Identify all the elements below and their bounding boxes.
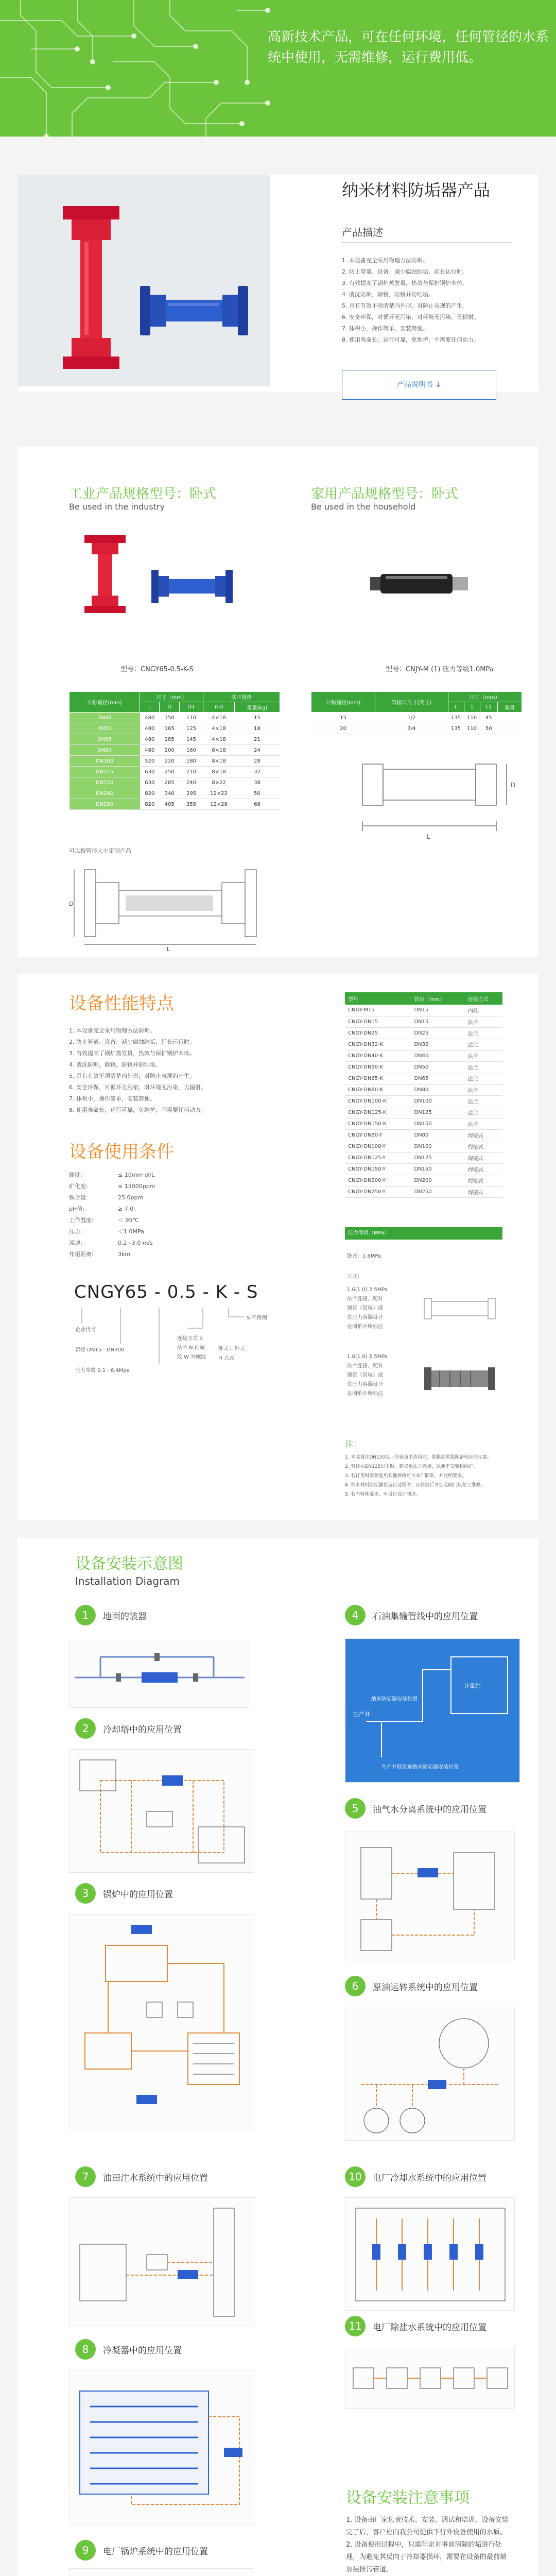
table-row <box>70 788 280 799</box>
list-item: 2. 防止管道、设备、减少腐蚀结垢，延长运行时。 <box>69 1039 195 1045</box>
table-cell: 8×18 <box>203 767 235 777</box>
list-item: 4. 清洗防垢，除锈，防锈并防结垢。 <box>342 291 434 298</box>
industry-product-image <box>74 530 290 617</box>
pressure-bar: 压力等级（MPa） <box>345 1227 502 1240</box>
svg-text:L: L <box>167 946 170 952</box>
condition-value: ≤ 10mm·ol/L <box>118 1172 155 1178</box>
table-row <box>345 1095 502 1107</box>
table-cell: 820 <box>140 799 160 810</box>
table-cell: DN65 <box>411 1073 464 1084</box>
desalted-water-diagram <box>345 2347 515 2409</box>
table-cell: 630 <box>140 767 160 777</box>
table-cell: 法兰 <box>465 1016 502 1027</box>
install-title: 设备安装示意图 <box>75 1555 183 1573</box>
pressure-item: 1.6(1.0) 2.5MPa 法兰连接，配对 钢管（管端）或 在压力容器设计 在图纸中所标注 <box>347 1354 388 1397</box>
table-cell: 法兰 <box>465 1107 502 1118</box>
condition-value: ≤ 15000ppm <box>118 1183 155 1190</box>
filter-devices-image <box>18 175 270 386</box>
attention-title: 设备安装注意事项 <box>346 2489 470 2507</box>
table-row <box>345 1129 502 1141</box>
table-cell: CNGY-M15 <box>345 1005 411 1016</box>
household-model-caption: 型号：CNJY-M (1) 压力等级1.0MPa <box>386 666 494 673</box>
condition-item <box>69 1249 155 1260</box>
table-cell: CNGY-DN80-Y <box>345 1129 411 1141</box>
install-step-11: 11 电厂除盐水系统中的应用位置 <box>345 2316 486 2336</box>
table-row <box>345 1027 502 1039</box>
table-cell: 法兰 <box>465 1118 502 1129</box>
table-cell: CNGY-DN125-Y <box>345 1152 411 1163</box>
table-cell: 135 <box>448 713 464 723</box>
install-step-1: 1 地面的装器 <box>75 1605 147 1625</box>
table-row <box>311 723 522 734</box>
banner-slogan: 高新技术产品，可在任何环境，任何管径的水系统中使用，无需维修，运行费用低。 <box>268 29 549 65</box>
table-header: n-d <box>203 702 235 713</box>
pressure-item: 立式： <box>347 1274 362 1280</box>
condition-key: 压力: <box>69 1228 82 1235</box>
table-cell: 285 <box>160 777 179 788</box>
table-row <box>70 734 280 745</box>
table-row <box>345 1175 502 1186</box>
list-item: 3. 有效提高了锅炉蒸发量，热效与保护锅炉本体。 <box>69 1050 195 1057</box>
table-row <box>311 713 522 723</box>
table-cell: DN125 <box>70 767 140 777</box>
table-cell: 405 <box>160 799 179 810</box>
performance-title: 设备性能特点 <box>69 993 174 1014</box>
oil-pipeline-diagram <box>345 1638 520 1783</box>
condition-key: 作用距离: <box>69 1251 94 1258</box>
table-cell: DN25 <box>411 1027 464 1039</box>
table-row <box>70 767 280 777</box>
install-step-4: 4 石油集输管线中的应用位置 <box>345 1605 478 1625</box>
table-cell: DN50 <box>70 723 140 734</box>
table-cell: 165 <box>160 723 179 734</box>
table-row <box>345 1061 502 1073</box>
table-cell: DN125 <box>411 1152 464 1163</box>
model-code: CNGY65 - 0.5 - K - S <box>74 1282 258 1302</box>
install-step-3: 3 锅炉中的应用位置 <box>75 1883 173 1904</box>
condition-key: 硬度: <box>69 1172 82 1178</box>
product-photo <box>18 175 270 386</box>
condition-key: pH值: <box>69 1206 84 1212</box>
table-cell: 480 <box>140 734 160 745</box>
table-cell: 480 <box>140 723 160 734</box>
industry-title: 工业产品规格型号：卧式 <box>69 486 217 502</box>
table-cell: 355 <box>179 799 203 810</box>
table-cell: 焊接式 <box>465 1163 502 1175</box>
notes-title: 注： <box>345 1439 362 1449</box>
table-cell: 15 <box>235 713 280 723</box>
table-header: 公称通径(mm) <box>311 692 375 713</box>
table-cell: 820 <box>140 788 160 799</box>
boiler-diagram <box>69 1914 254 2130</box>
list-item: 4. 清洗防垢，除锈，防锈并防结垢。 <box>69 1061 161 1068</box>
list-item: 5. 若有特殊要求，可另行设计制造。 <box>345 1492 421 1497</box>
table-cell: 法兰 <box>465 1061 502 1073</box>
list-item: 8. 使用寿命长，运行可靠，免维护，不需要任何动力。 <box>69 1107 206 1113</box>
table-header: 管径（mm） <box>411 992 464 1005</box>
custom-note: 可以按管径大小定制产品 <box>69 848 131 854</box>
list-item: 5. 具有有效不须清楚内外形，对防止表现的产生。 <box>69 1073 195 1079</box>
table-cell: 4×18 <box>203 734 235 745</box>
table-cell: 21 <box>235 734 280 745</box>
table-cell: 28 <box>235 756 280 767</box>
diagram-label: 生产井 <box>353 1711 370 1718</box>
table-row <box>345 1073 502 1084</box>
pressure-item: 1.6(1.0) 2.5MPa 法兰连接，配对 钢管（管端）或 在压力容器设计 在图纸中所标注 <box>347 1287 388 1330</box>
circuit-pattern <box>0 0 556 137</box>
table-cell: 1/2 <box>375 713 448 723</box>
table-cell: DN250 <box>70 799 140 810</box>
conditions-list <box>69 1170 155 1260</box>
table-cell: 160 <box>179 745 203 756</box>
manual-download-button[interactable]: 产品说明书 ↓ <box>342 370 496 400</box>
table-cell: 焊接式 <box>465 1152 502 1163</box>
household-dimension-drawing <box>347 743 522 846</box>
table-cell: 180 <box>179 756 203 767</box>
install-step-8: 8 冷凝器中的应用位置 <box>75 2339 182 2360</box>
table-cell: 4×18 <box>203 713 235 723</box>
table-cell: 185 <box>160 734 179 745</box>
condition-item <box>69 1215 155 1226</box>
svg-text:D: D <box>511 782 516 789</box>
table-cell: 32 <box>235 767 280 777</box>
model-list-table <box>345 992 502 1198</box>
table-cell: 110 <box>464 713 480 723</box>
table-cell: DN250 <box>411 1186 464 1197</box>
condition-value: 0.2~3.0 m/s <box>118 1240 153 1246</box>
vertical-unit-drawing <box>419 1288 507 1329</box>
list-item: 8. 使用寿命长，运行可靠，免维护，不需要任何动力。 <box>342 336 479 343</box>
table-cell: 480 <box>140 745 160 756</box>
table-row <box>345 1050 502 1061</box>
condition-value: ＜ 95℃ <box>118 1217 139 1224</box>
table-cell: 38 <box>235 777 280 788</box>
table-cell: 50 <box>235 788 280 799</box>
list-item: 1. 本装置在DN150以上的管道中选用时，需根据需要配备相应的支架。 <box>345 1455 492 1460</box>
table-cell: 480 <box>140 713 160 723</box>
table-cell: 焊接式 <box>465 1175 502 1186</box>
table-header: L <box>448 702 464 713</box>
condition-key: 矿化度: <box>69 1183 88 1190</box>
table-row <box>70 723 280 734</box>
list-item: 3. 有效提高了锅炉蒸发量，热效与保护锅炉本体。 <box>342 280 468 286</box>
table-cell: DN100 <box>70 756 140 767</box>
table-cell: 12×22 <box>203 788 235 799</box>
hero-banner <box>0 0 556 137</box>
table-row <box>345 1141 502 1152</box>
code-label: 压力等级 0.1 - 6.4Mpa <box>75 1368 130 1374</box>
table-cell: CNGY-DN250-Y <box>345 1186 411 1197</box>
condition-key: 流速: <box>69 1240 82 1246</box>
table-cell: DN200 <box>70 788 140 799</box>
table-cell: 8×22 <box>203 777 235 788</box>
table-cell: 法兰 <box>465 1095 502 1107</box>
product-intro <box>18 175 538 392</box>
household-title: 家用产品规格型号：卧式 <box>311 486 459 502</box>
table-cell: 110 <box>464 723 480 734</box>
table-cell: 法兰 <box>465 1073 502 1084</box>
table-cell: 135 <box>448 723 464 734</box>
table-cell: 200 <box>160 745 179 756</box>
product-desc-list <box>342 255 512 346</box>
table-cell: 12×26 <box>203 799 235 810</box>
table-cell: 24 <box>235 745 280 756</box>
table-row <box>70 713 280 723</box>
horizontal-unit-drawing <box>419 1355 507 1401</box>
household-spec-table <box>311 691 522 734</box>
table-row <box>345 1016 502 1027</box>
install-step-10: 10 电厂冷却水系统中的应用位置 <box>345 2166 486 2187</box>
list-item: 2. 管径在DN125以上时，建议用法兰连接，以便于安装和维护。 <box>345 1464 478 1469</box>
table-cell: 68 <box>235 799 280 810</box>
table-cell: DN15 <box>411 1005 464 1016</box>
condition-value: 25.0ppm <box>118 1194 144 1201</box>
table-header: D <box>160 702 179 713</box>
table-cell: CNGY-DN100-K <box>345 1095 411 1107</box>
table-row <box>70 756 280 767</box>
install-step-5: 5 油气水分离系统中的应用位置 <box>345 1798 486 1819</box>
list-item: 6. 安全环保，对循环无污染，对环境无污染，无辐射。 <box>342 314 479 320</box>
table-cell: 125 <box>179 723 203 734</box>
notes-list <box>345 1453 502 1499</box>
table-row <box>345 1163 502 1175</box>
household-subtitle: Be used in the household <box>311 502 416 512</box>
table-cell: CNGY-DN50-K <box>345 1061 411 1073</box>
table-cell: CNGY-DN80-K <box>345 1084 411 1095</box>
table-cell: DN100 <box>411 1141 464 1152</box>
table-cell: DN80 <box>411 1084 464 1095</box>
performance-section <box>18 974 538 1520</box>
condition-item <box>69 1226 155 1238</box>
household-product-image <box>365 571 478 597</box>
install-step-2: 2 冷却塔中的应用位置 <box>75 1718 182 1739</box>
table-cell: DN65 <box>70 734 140 745</box>
list-item: 1. 本设备完全采用物理方法防垢。 <box>342 257 428 264</box>
list-item: 4. 纳米材料防垢器在运行过程中，应在前后各加装阀门以便于维修。 <box>345 1483 485 1488</box>
table-header: 尺寸（mm） <box>140 692 203 702</box>
table-cell: 焊接式 <box>465 1129 502 1141</box>
table-row <box>345 1118 502 1129</box>
table-cell: 焊接式 <box>465 1141 502 1152</box>
svg-text:D: D <box>69 901 74 907</box>
code-label: 管径 DN15 - DN300 <box>75 1347 125 1353</box>
list-item: 1. 本设备完全采用物理方法防垢。 <box>69 1027 155 1034</box>
code-label: 连接方式 K 法兰 N 内螺纹 W 外螺纹 <box>177 1336 206 1360</box>
table-header: D1 <box>179 702 203 713</box>
divider <box>342 242 512 243</box>
list-item: 3. 若订货时需要选用其他规格可与本厂联系，并注明要求。 <box>345 1473 467 1479</box>
list-item: 6. 安全环保，对循环无污染，对环境无污染，无辐射。 <box>69 1084 206 1091</box>
installation-section <box>18 1538 538 2576</box>
code-label: 卧式 L 卧式 H 立式 <box>218 1346 245 1361</box>
table-cell <box>497 713 522 723</box>
condenser-diagram <box>69 2370 254 2524</box>
model-spec-section <box>18 447 538 957</box>
diagram-label: 计量站 <box>464 1683 481 1689</box>
table-cell: 法兰 <box>465 1039 502 1050</box>
code-label: 企业代号 <box>75 1327 96 1333</box>
table-cell: CNGY-DN125-K <box>345 1107 411 1118</box>
table-cell: DN32 <box>411 1039 464 1050</box>
condition-value: ＜1.0MPa <box>118 1228 144 1235</box>
table-header: L <box>140 702 160 713</box>
condition-key: 铁含量: <box>69 1194 88 1201</box>
table-header: 法兰规格 <box>203 692 280 702</box>
table-cell: 8×18 <box>203 756 235 767</box>
condition-item <box>69 1181 155 1192</box>
table-cell: 焊接式 <box>465 1186 502 1197</box>
table-header: 重量 <box>497 702 522 713</box>
list-item: 5. 具有有效不须清楚内外形，对防止表现的产生。 <box>342 302 468 309</box>
list-item: 2. 防止管道、设备、减少腐蚀结垢，延长运行时。 <box>342 268 468 275</box>
table-cell: 520 <box>140 756 160 767</box>
table-cell: 4×18 <box>203 723 235 734</box>
diagram-label: 生产并联管道纳米防垢器安装位置 <box>381 1765 459 1770</box>
table-cell: 145 <box>179 734 203 745</box>
conditions-title: 设备使用条件 <box>69 1142 174 1162</box>
diagram-label: 纳米防垢器安装位置 <box>371 1697 418 1702</box>
table-cell: DN200 <box>411 1175 464 1186</box>
table-cell: CNGY-DN15 <box>345 1016 411 1027</box>
table-cell: 210 <box>179 767 203 777</box>
table-row <box>345 1039 502 1050</box>
table-header: 连接方式 <box>465 992 502 1005</box>
table-cell <box>497 723 522 734</box>
list-item: 1. 设备由厂家负责技术、安装、调试和培训，设备安装完了后，客户应向我公司提供下行外设备使用的水质。 <box>346 2516 509 2536</box>
table-cell: DN150 <box>411 1163 464 1175</box>
condition-key: 工作温度: <box>69 1217 94 1224</box>
condition-value: 3km <box>118 1251 131 1258</box>
table-cell: 20 <box>311 723 375 734</box>
table-cell: DN150 <box>70 777 140 788</box>
svg-text:L: L <box>427 833 430 840</box>
table-cell: 250 <box>160 767 179 777</box>
table-row <box>70 799 280 810</box>
table-cell: 法兰 <box>465 1050 502 1061</box>
table-cell: 150 <box>160 713 179 723</box>
code-label: S 不锈钢 <box>247 1315 267 1321</box>
industry-subtitle: Be used in the industry <box>69 502 165 512</box>
pressure-item: 卧式：1.6MPa <box>347 1253 381 1259</box>
list-item: 7. 体积小，操作简单，安装简便。 <box>69 1095 155 1102</box>
install-subtitle: Installation Diagram <box>75 1575 180 1587</box>
table-cell: DN40 <box>70 713 140 723</box>
table-cell: 110 <box>179 713 203 723</box>
table-cell: CNGY-DN32-K <box>345 1039 411 1050</box>
power-boiler-diagram <box>69 2568 254 2576</box>
table-cell: 50 <box>480 723 497 734</box>
table-header: 重量(kg) <box>235 702 280 713</box>
list-item: 2. 设备使用过程中，只需年定对事前清除的垢进行处理，为避免其反向于冷却器损坏，需要在设备的最前端加装排污管道。 <box>346 2541 507 2573</box>
industry-dimension-drawing <box>69 859 316 952</box>
table-header: L1 <box>480 702 497 713</box>
ground-install-diagram <box>69 1641 249 1708</box>
condition-item <box>69 1238 155 1249</box>
table-row <box>70 777 280 788</box>
table-row <box>345 1152 502 1163</box>
install-step-7: 7 油田注水系统中的应用位置 <box>75 2166 208 2187</box>
table-cell: CNGY-DN200-Y <box>345 1175 411 1186</box>
crude-oil-transport-diagram <box>345 2007 515 2141</box>
table-header: 尺寸（mm） <box>448 692 522 702</box>
table-header: 1 <box>464 702 480 713</box>
table-cell: DN40 <box>411 1050 464 1061</box>
table-cell: 220 <box>160 756 179 767</box>
table-cell: CNGY-DN100-Y <box>345 1141 411 1152</box>
table-cell: 295 <box>179 788 203 799</box>
table-cell: 3/4 <box>375 723 448 734</box>
table-row <box>345 1005 502 1016</box>
table-cell: 340 <box>160 788 179 799</box>
industry-spec-table <box>69 691 280 810</box>
oilfield-injection-diagram <box>69 2197 254 2326</box>
product-desc-heading: 产品描述 <box>342 226 383 239</box>
table-cell: CNGY-DN65-K <box>345 1073 411 1084</box>
table-cell: 内丝 <box>465 1005 502 1016</box>
attention-list <box>346 2514 511 2576</box>
table-cell: CNGY-DN150-Y <box>345 1163 411 1175</box>
table-cell: 240 <box>179 777 203 788</box>
table-cell: DN100 <box>411 1095 464 1107</box>
table-cell: DN125 <box>411 1107 464 1118</box>
table-cell: 45 <box>480 713 497 723</box>
table-cell: DN150 <box>411 1118 464 1129</box>
table-header: 型号 <box>345 992 411 1005</box>
table-cell: DN80 <box>411 1129 464 1141</box>
table-cell: CNGY-DN150-K <box>345 1118 411 1129</box>
table-cell: DN15 <box>411 1016 464 1027</box>
table-cell: 8×18 <box>203 745 235 756</box>
table-cell: 630 <box>140 777 160 788</box>
table-row <box>345 1084 502 1095</box>
table-cell: DN80 <box>70 745 140 756</box>
table-cell: DN50 <box>411 1061 464 1073</box>
table-cell: CNGY-DN25 <box>345 1027 411 1039</box>
table-row <box>70 745 280 756</box>
oil-water-separation-diagram <box>345 1832 515 1960</box>
table-cell: 18 <box>235 723 280 734</box>
industry-model-caption: 型号：CNGY65-0.5-K-S <box>120 666 194 673</box>
table-cell: 法兰 <box>465 1084 502 1095</box>
condition-item <box>69 1170 155 1181</box>
table-row <box>345 1107 502 1118</box>
list-item: 7. 体积小，操作简单，安装简便。 <box>342 325 428 332</box>
table-cell: 15 <box>311 713 375 723</box>
product-title: 纳米材料防垢器产品 <box>342 180 491 200</box>
condition-value: ≥ 7.0 <box>118 1206 134 1212</box>
table-cell: 法兰 <box>465 1027 502 1039</box>
condition-item <box>69 1204 155 1215</box>
condition-item <box>69 1192 155 1204</box>
table-header: 管接口尺寸(英寸) <box>375 692 448 713</box>
performance-list <box>69 1025 326 1116</box>
table-header: 公称通径(mm) <box>70 692 140 713</box>
cooling-tower-diagram <box>69 1749 254 1873</box>
install-step-6: 6 原油运转系统中的应用位置 <box>345 1976 478 1996</box>
cooling-water-diagram <box>345 2197 515 2311</box>
table-cell: CNGY-DN40-K <box>345 1050 411 1061</box>
install-step-9: 9 电厂锅炉系统中的应用位置 <box>75 2540 208 2561</box>
table-row <box>345 1186 502 1197</box>
